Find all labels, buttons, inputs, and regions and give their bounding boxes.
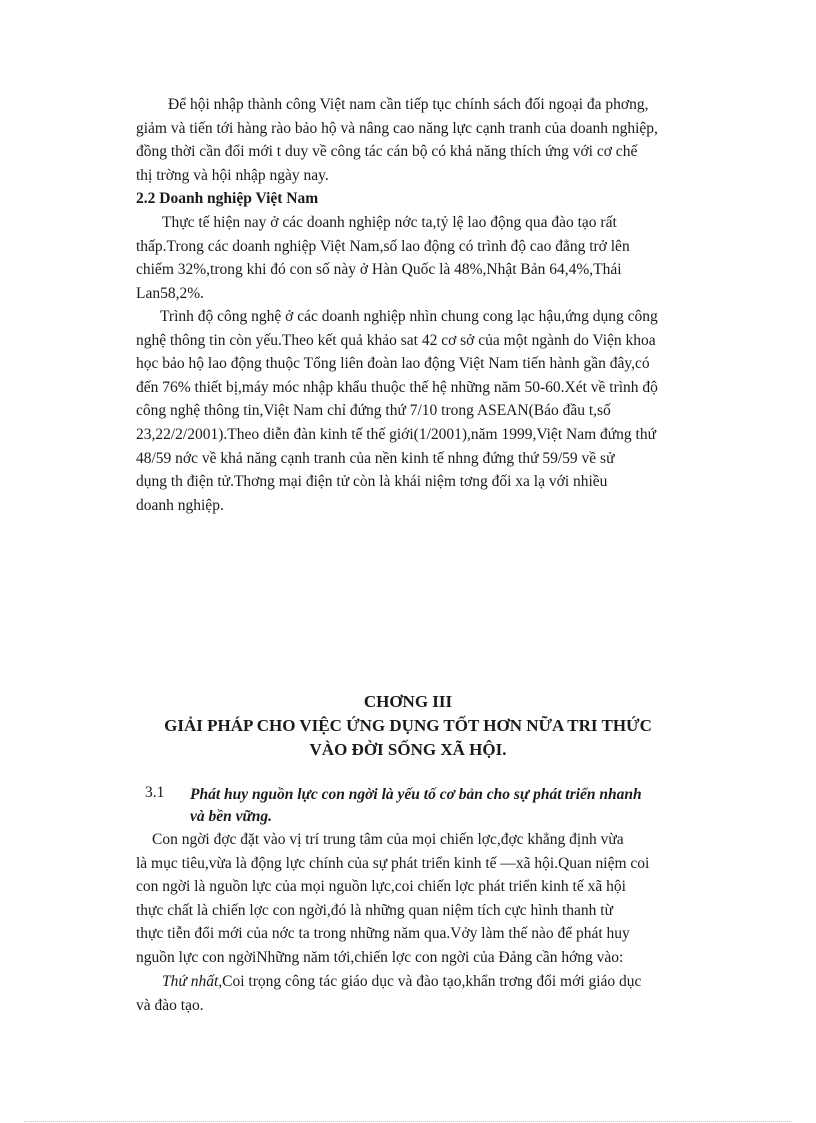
text-line: công nghệ thông tin,Việt Nam chỉ đứng thứ 7/10 trong ASEAN(Báo đầu t,số: [136, 402, 611, 420]
text-line: Trình độ công nghệ ở các doanh nghiệp nhìn chung cong lạc hậu,ứng dụng công: [160, 308, 658, 325]
text-line: Lan58,2%.: [136, 284, 205, 302]
text-line: đồng thời cần đổi mới t duy về công tác cán bộ có khả năng thích ứng với cơ chế: [136, 143, 638, 161]
paragraph-first-point: [136, 970, 740, 1017]
text-line: dụng th điện tử.Thơng mại điện tử còn là khái niệm tơng đối xa lạ với nhiều: [136, 473, 608, 491]
paragraph-integration: [136, 93, 740, 187]
chapter-label: CHƠNG III: [363, 692, 453, 711]
heading-section-2-2: 2.2 Doanh nghiệp Việt Nam: [136, 190, 319, 207]
text-line: chiếm 32%,trong khi đó con số này ở Hàn Quốc là 48%,Nhật Bản 64,4%,Thái: [136, 261, 622, 279]
lead-in-italic: Thứ nhất,: [162, 973, 223, 990]
text-fragment: Coi trọng công tác giáo dục và đào tạo,khẩn trơng đổi mới giáo dục: [222, 973, 642, 990]
text-line: thị trờng và hội nhập ngày nay.: [136, 166, 329, 184]
text-line: doanh nghiệp.: [136, 496, 224, 514]
text-line: thực tiễn đổi mới của nớc ta trong những năm qua.Vởy làm thế nào để phát huy: [136, 925, 630, 943]
page-bottom-divider: [24, 1121, 792, 1122]
text-line: thực chất là chiến lợc con ngời,đó là những quan niệm tích cực hình thanh từ: [136, 901, 613, 919]
text-line: thấp.Trong các doanh nghiệp Việt Nam,số lao động có trình độ cao đẳng trở lên: [136, 237, 630, 255]
section-title-line: và bền vững.: [190, 808, 273, 825]
section-title-3-1: [190, 784, 750, 828]
text-line: Con ngời đợc đặt vào vị trí trung tâm của mọi chiến lợc,đợc khẳng định vừa: [152, 831, 624, 848]
text-line: là mục tiêu,vừa là động lực chính của sự phát triển kinh tế —xã hội.Quan niệm coi: [136, 854, 650, 872]
text-line: đến 76% thiết bị,máy móc nhập khẩu thuộc thế hệ những năm 50-60.Xét về trình độ: [136, 378, 658, 396]
section-title-line: Phát huy nguồn lực con ngời là yếu tố cơ bản cho sự phát triển nhanh: [190, 786, 642, 803]
text-line: nghệ thông tin còn yếu.Theo kết quả khảo sat 42 cơ sở của một ngành do Viện khoa: [136, 331, 656, 349]
paragraph-labor-training: [136, 211, 740, 305]
text-line: Thực tế hiện nay ở các doanh nghiệp nớc ta,tỷ lệ lao động qua đào tạo rất: [162, 214, 617, 231]
paragraph-technology-level: [136, 305, 740, 517]
text-line: con ngời là nguồn lực của mọi nguồn lực,coi chiến lợc phát triển kinh tế xã hội: [136, 878, 626, 896]
paragraph-human-resources: [136, 828, 740, 970]
text-line: Để hội nhập thành công Việt nam cần tiếp tục chính sách đối ngoại đa phơng,: [168, 96, 649, 113]
text-line: nguồn lực con ngờiNhững năm tới,chiến lợc con ngời của Đảng cần hớng vào:: [136, 948, 624, 966]
text-line: và đào tạo.: [136, 996, 204, 1014]
text-line: 23,22/2/2001).Theo diễn đàn kinh tế thế giới(1/2001),năm 1999,Việt Nam đứng thứ: [136, 425, 656, 443]
chapter-title-line-2: VÀO ĐỜI SỐNG XÃ HỘI.: [309, 740, 507, 759]
section-number-3-1: 3.1: [145, 784, 165, 801]
text-line: học bảo hộ lao động thuộc Tổng liên đoàn lao động Việt Nam tiến hành gần đây,có: [136, 355, 650, 373]
chapter-title-line-1: GIẢI PHÁP CHO VIỆC ỨNG DỤNG TỐT HƠN NỮA TRI THỨC: [164, 716, 652, 735]
text-line: 48/59 nớc về khả năng cạnh tranh của nền kinh tế nhng đứng thứ 59/59 về sử: [136, 449, 615, 467]
text-line: giảm và tiến tới hàng rào bảo hộ và nâng cao năng lực cạnh tranh của doanh nghiệp,: [136, 119, 658, 137]
text-line: [136, 970, 740, 994]
